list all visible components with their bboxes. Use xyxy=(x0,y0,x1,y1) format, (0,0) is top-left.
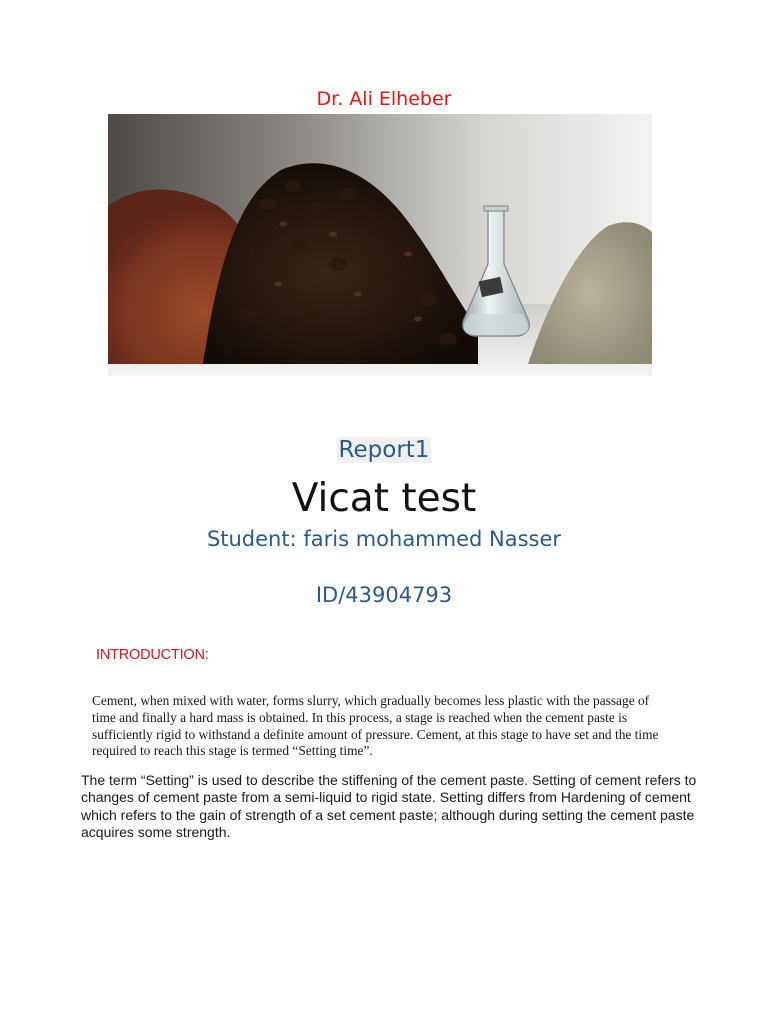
student-id: ID/43904793 xyxy=(315,583,453,607)
cement-materials-photo xyxy=(108,114,652,376)
introduction-paragraph-2: The term “Setting” is used to describe the stiffening of the cement paste. Setting of cement refers to changes of cement paste from a semi-liquid to rigid state. Setting differs from Hardening of cement which refers to the gain of strength of a set cement paste; although during setting the cement paste acquires some strength. xyxy=(81,772,697,840)
author-name: Dr. Ali Elheber xyxy=(316,88,452,110)
student-name: Student: faris mohammed Nasser xyxy=(206,527,562,551)
report-title: Vicat test xyxy=(291,476,477,521)
report-number: Report1 xyxy=(338,437,430,463)
introduction-heading: INTRODUCTION: xyxy=(96,647,209,663)
introduction-paragraph-1: Cement, when mixed with water, forms slurry, which gradually becomes less plastic with the passage of time and finally a hard mass is obtained. In this process, a stage is reached when the cement paste is sufficiently rigid to withstand a definite amount of pressure. Cement, at this stage to have set and the time required to reach this stage is termed “Setting time”. xyxy=(92,693,659,759)
